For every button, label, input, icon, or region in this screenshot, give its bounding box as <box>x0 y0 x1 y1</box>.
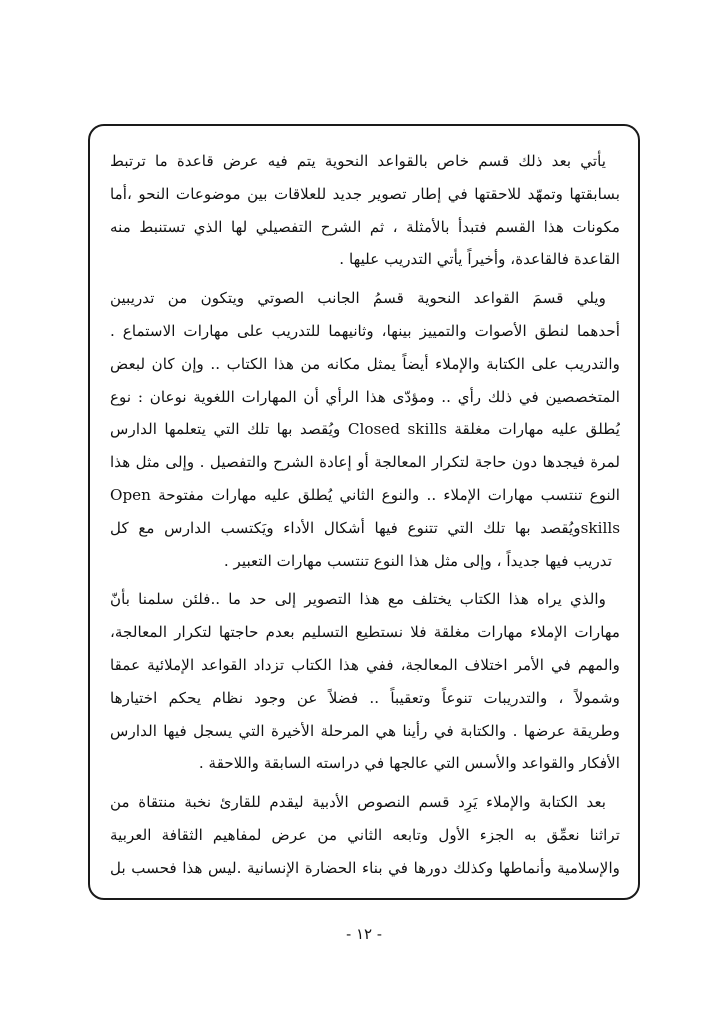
text-line: النوع تنتسب مهارات الإملاء .. والنوع الثاني يُطلق عليه مهارات مفتوحة Open <box>110 485 620 504</box>
text-line: والتدريب على الكتابة والإملاء أيضاً يمثل مكانه من هذا الكتاب .. وإن كان لبعض <box>110 354 620 373</box>
text-line: يُطلق عليه مهارات مغلقة Closed skills ويُقصد بها تلك التي يتعلمها الدارس <box>110 420 620 439</box>
page-body-text <box>110 145 620 885</box>
text-line: مهارات الإملاء مهارات مغلقة فلا نستطيع التسليم بعدم حاجتها لتكرار المعالجة، <box>110 623 620 642</box>
text-line: يأتي بعد ذلك قسم خاص بالقواعد النحوية يتم فيه عرض قاعدة ما ترتبط <box>110 152 606 170</box>
text-line: ويلي قسمَ القواعد النحوية قسمُ الجانب الصوتي ويتكون من تدريبين <box>110 289 606 308</box>
text-line: والإسلامية وأنماطها وكذلك دورها في بناء الحضارة الإنسانية .ليس هذا فحسب بل <box>110 858 620 877</box>
text-line: وشمولاً ، والتدريبات تنوعاً وتعقيباً .. فضلاً عن وجود نظام يحكم اختيارها <box>110 688 620 707</box>
text-line: المتخصصين في ذلك رأي .. ومؤدّى هذا الرأي أن المهارات اللغوية نوعان : نوع <box>110 387 620 406</box>
text-line: بسابقتها وتمهّد للاحقتها في إطار تصوير جديد للعلاقات بين موضوعات النحو ،أما <box>110 184 620 203</box>
text-line: والمهم في الأمر اختلاف المعالجة، ففي هذا الكتاب تزداد القواعد الإملائية عمقا <box>110 655 620 674</box>
text-line: تدريب فيها جديداً ، وإلى مثل هذا النوع تنتسب مهارات التعبير . <box>223 551 612 570</box>
text-line: الأفكار والقواعد والأسس التي عالجها في دراسته السابقة واللاحقة . <box>198 754 620 773</box>
page-number: - ١٢ - <box>346 925 382 943</box>
paragraph-1 <box>110 145 620 276</box>
paragraph-3 <box>110 583 620 780</box>
text-line: وطريقة عرضها . والكتابة في رأينا هي المرحلة الأخيرة التي يسجل فيها الدارس <box>110 721 620 740</box>
text-line: skillsويُقصد بها تلك التي تتنوع فيها أشكال الأداء ويَكتسب الدارس مع كل <box>110 518 620 537</box>
text-line: تراثنا نعمِّق به الجزء الأول وتابعه الثاني من عرض لمفاهيم الثقافة العربية <box>110 825 620 844</box>
text-line: أحدهما لنطق الأصوات والتمييز بينها، وثانيهما للتدريب على مهارات الاستماع . <box>110 321 620 340</box>
text-line: مكونات هذا القسم فتبدأ بالأمثلة ، ثم الشرح التفصيلي لها الذي تستنبط منه <box>110 217 620 236</box>
text-line: والذي يراه هذا الكتاب يختلف مع هذا التصوير إلى حد ما ..فلئن سلمنا بأنّ <box>110 590 606 609</box>
text-line: القاعدة فالقاعدة، وأخيراً يأتي التدريب عليها . <box>339 250 620 269</box>
paragraph-4 <box>110 786 620 884</box>
paragraph-2 <box>110 282 620 577</box>
text-line: لمرة فيجدها دون حاجة لتكرار المعالجة أو إعادة الشرح والتفصيل . وإلى مثل هذا <box>110 453 620 472</box>
text-line: بعد الكتابة والإملاء يَرِد قسم النصوص الأدبية ليقدم للقارئ نخبة منتقاة من <box>110 793 606 812</box>
